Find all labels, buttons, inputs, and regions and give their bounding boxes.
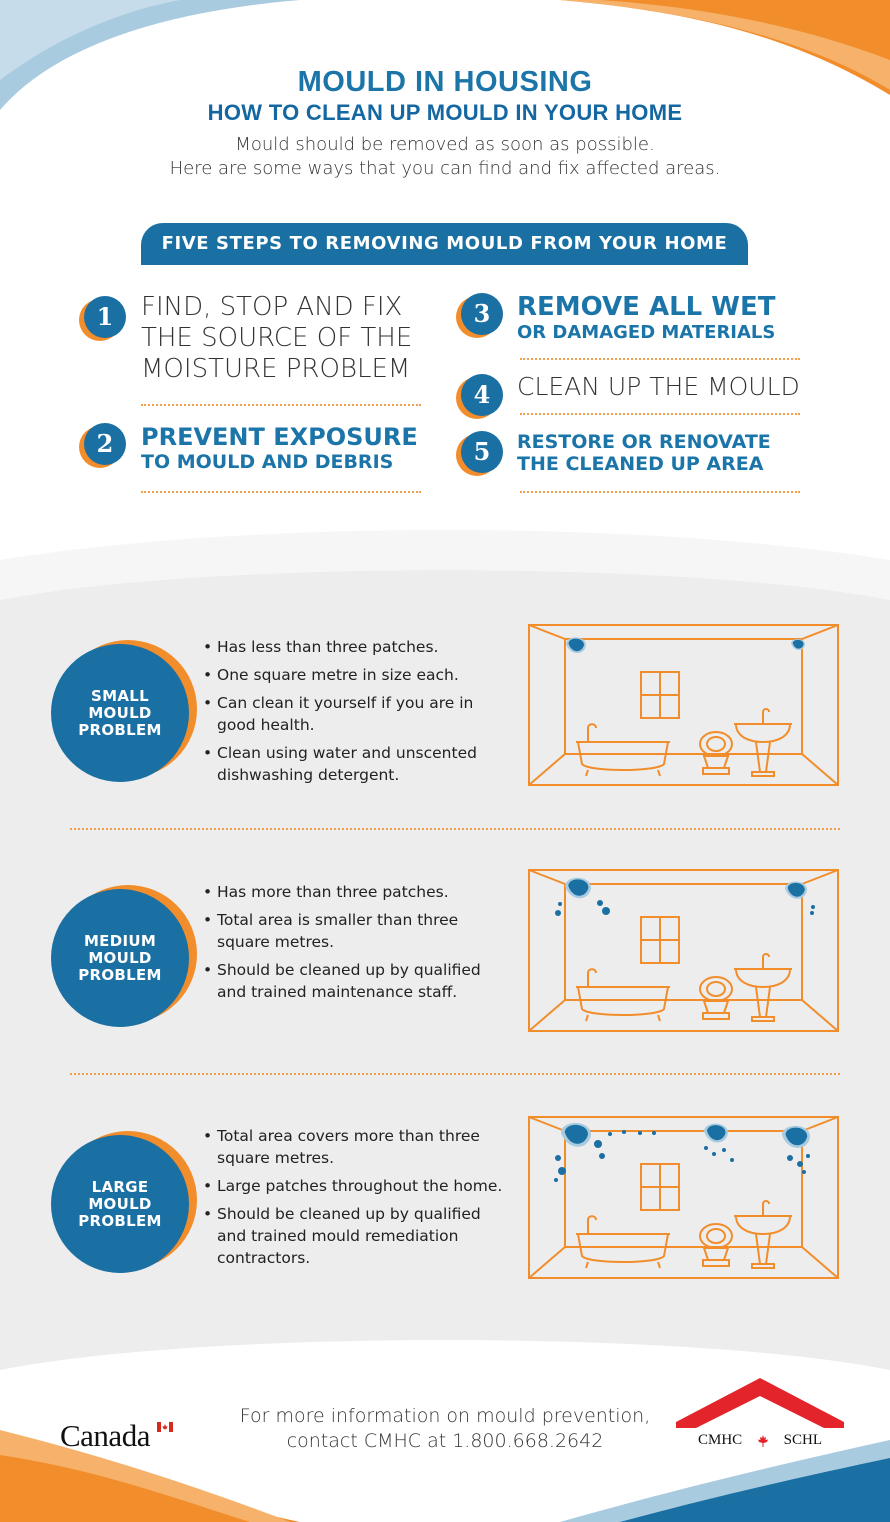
toilet-foot — [703, 768, 729, 774]
intro-text-line-2: Here are some ways that you can find and fix affected areas. — [169, 158, 721, 179]
room-corner — [802, 625, 838, 639]
mould-spore — [594, 1140, 602, 1148]
list-item: • Should be cleaned up by qualified and trained maintenance staff. — [203, 959, 503, 1003]
step-2-line-1: PREVENT EXPOSURE — [141, 423, 418, 451]
bathroom-illustration — [528, 1116, 839, 1279]
step-3-text — [517, 292, 817, 344]
step-divider — [141, 404, 421, 406]
mould-spore — [555, 910, 561, 916]
step-5-line-2: THE CLEANED UP AREA — [517, 453, 764, 475]
mould-spore — [608, 1132, 612, 1136]
small-mould-list — [203, 636, 503, 792]
mould-spore — [558, 902, 562, 906]
step-3-line-1: REMOVE ALL WET — [517, 292, 776, 322]
step-4-text: CLEAN UP THE MOULD — [517, 372, 800, 401]
step-1-line-2: THE SOURCE OF THE — [141, 323, 413, 353]
section-divider — [70, 1073, 840, 1075]
steps-banner: FIVE STEPS TO REMOVING MOULD FROM YOUR HOME — [141, 223, 748, 265]
mould-spore — [730, 1158, 734, 1162]
toilet-seat — [700, 977, 732, 1001]
toilet-bowl — [707, 1229, 725, 1243]
room-corner — [802, 754, 838, 785]
mould-spore — [811, 905, 815, 909]
toilet-bowl — [707, 737, 725, 751]
list-item: • Total area is smaller than three square metres. — [203, 909, 503, 953]
maple-leaf-icon — [757, 1435, 769, 1447]
cmhc-text: CMHC — [698, 1432, 743, 1448]
step-5-text — [517, 431, 817, 475]
canada-wordmark — [60, 1418, 180, 1458]
list-item: • Total area covers more than three square metres. — [203, 1125, 513, 1169]
mould-spore — [602, 907, 610, 915]
step-2-text — [141, 423, 441, 473]
medium-mould-badge — [51, 889, 189, 1027]
badge-line: SMALL — [91, 686, 149, 705]
toilet-foot — [703, 1260, 729, 1266]
sink-faucet — [763, 954, 769, 969]
mould-spore — [622, 1130, 626, 1134]
bathtub-faucet — [588, 724, 596, 742]
mould-spore — [597, 900, 603, 906]
step-1-line-1: FIND, STOP AND FIX — [141, 292, 403, 322]
bathtub-foot — [586, 1015, 588, 1021]
badge-line: MOULD — [88, 948, 152, 967]
mould-spore — [704, 1146, 708, 1150]
page-subtitle: HOW TO CLEAN UP MOULD IN YOUR HOME — [207, 100, 683, 125]
bathtub-foot — [658, 770, 660, 776]
list-item: • Has less than three patches. — [203, 636, 503, 658]
section-divider — [70, 828, 840, 830]
step-3-line-2: OR DAMAGED MATERIALS — [517, 322, 776, 343]
bathtub-faucet — [588, 1216, 596, 1234]
mould-spore — [806, 1154, 810, 1158]
room-corner — [529, 1247, 565, 1278]
toilet-bowl — [707, 982, 725, 996]
room-corner — [529, 625, 565, 639]
step-divider — [520, 491, 800, 493]
room-corner — [802, 1117, 838, 1131]
mould-spore — [712, 1152, 716, 1156]
list-item: • Should be cleaned up by qualified and trained mould remediation contractors. — [203, 1203, 513, 1269]
mould-spore — [722, 1148, 726, 1152]
mould-spore — [555, 1155, 561, 1161]
bathtub-foot — [658, 1015, 660, 1021]
bathtub — [578, 742, 668, 770]
bathtub-foot — [586, 770, 588, 776]
badge-line: PROBLEM — [78, 1211, 162, 1230]
sink-basin — [736, 724, 790, 742]
intro-text-line-1: Mould should be removed as soon as possible. — [235, 134, 655, 155]
sink-pedestal — [756, 742, 770, 772]
sink-pedestal — [756, 987, 770, 1017]
step-2-number: 2 — [84, 423, 126, 465]
canada-flag-icon — [157, 1422, 173, 1432]
step-divider — [520, 358, 800, 360]
bathroom-illustration — [528, 869, 839, 1032]
sink-faucet — [763, 1201, 769, 1216]
toilet-base — [704, 1248, 728, 1260]
roof-icon — [676, 1378, 844, 1428]
medium-mould-list — [203, 881, 503, 1009]
page-title: MOULD IN HOUSING — [297, 66, 593, 98]
step-4-number: 4 — [461, 374, 503, 416]
step-1-line-3: MOISTURE PROBLEM — [141, 354, 411, 384]
large-mould-list — [203, 1125, 513, 1275]
mould-spore — [802, 1170, 806, 1174]
step-5-number: 5 — [461, 431, 503, 473]
mould-spore — [787, 1155, 793, 1161]
toilet-seat — [700, 732, 732, 756]
step-divider — [141, 491, 421, 493]
footer-line-1: For more information on mould prevention, — [239, 1405, 651, 1427]
sink-basin — [736, 1216, 790, 1234]
list-item: • Has more than three patches. — [203, 881, 503, 903]
sink-foot — [752, 772, 774, 776]
list-item: • Can clean it yourself if you are in good health. — [203, 692, 503, 736]
room-corner — [529, 870, 565, 884]
badge-line: MEDIUM — [83, 931, 157, 950]
room-back-wall — [565, 1131, 802, 1247]
bathtub-foot — [658, 1262, 660, 1268]
bathroom-illustration — [528, 624, 839, 786]
room-back-wall — [565, 639, 802, 754]
sink-foot — [752, 1264, 774, 1268]
sink-pedestal — [756, 1234, 770, 1264]
list-item: • Large patches throughout the home. — [203, 1175, 513, 1197]
list-item: • One square metre in size each. — [203, 664, 503, 686]
badge-line: PROBLEM — [78, 720, 162, 739]
sink-faucet — [763, 709, 769, 724]
room-corner — [529, 1117, 565, 1131]
mould-spore — [810, 911, 814, 915]
mould-spore — [554, 1178, 558, 1182]
room-corner — [802, 1000, 838, 1031]
step-5-line-1: RESTORE OR RENOVATE — [517, 431, 771, 453]
badge-line: LARGE — [91, 1177, 149, 1196]
step-divider — [520, 413, 800, 415]
cmhc-logo — [676, 1378, 844, 1450]
bathtub-faucet — [588, 969, 596, 987]
schl-text: SCHL — [783, 1432, 822, 1448]
badge-line: PROBLEM — [78, 965, 162, 984]
mould-spore — [638, 1131, 642, 1135]
canada-wordmark-text: Canada — [60, 1418, 150, 1453]
step-1-text — [141, 292, 441, 385]
room-corner — [802, 870, 838, 884]
mould-spore — [599, 1153, 605, 1159]
toilet-base — [704, 756, 728, 768]
footer-line-2: contact CMHC at 1.800.668.2642 — [286, 1430, 604, 1452]
bathtub-foot — [586, 1262, 588, 1268]
toilet-foot — [703, 1013, 729, 1019]
room-corner — [529, 754, 565, 785]
toilet-seat — [700, 1224, 732, 1248]
room-corner — [529, 1000, 565, 1031]
toilet-base — [704, 1001, 728, 1013]
mould-spore — [558, 1167, 566, 1175]
step-2-line-2: TO MOULD AND DEBRIS — [141, 451, 394, 473]
badge-line: MOULD — [88, 703, 152, 722]
sink-foot — [752, 1017, 774, 1021]
step-1-number: 1 — [84, 296, 126, 338]
mould-spore — [797, 1161, 803, 1167]
large-mould-badge — [51, 1135, 189, 1273]
badge-line: MOULD — [88, 1194, 152, 1213]
mould-spore — [652, 1131, 656, 1135]
step-3-number: 3 — [461, 293, 503, 335]
list-item: • Clean using water and unscented dishwashing detergent. — [203, 742, 503, 786]
room-corner — [802, 1247, 838, 1278]
sink-basin — [736, 969, 790, 987]
small-mould-badge — [51, 644, 189, 782]
